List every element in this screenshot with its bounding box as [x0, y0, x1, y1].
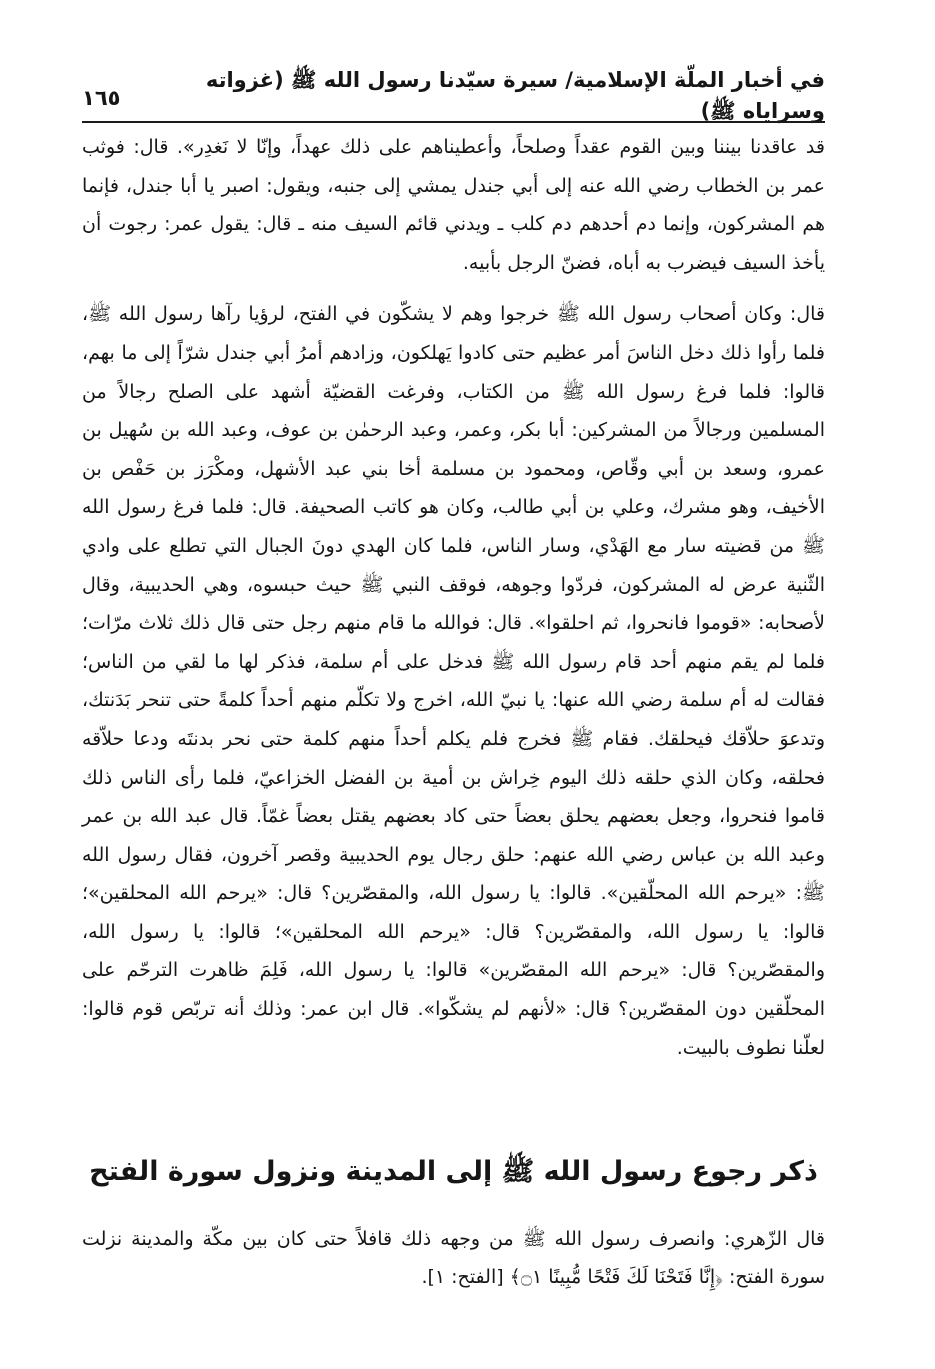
- running-header: [82, 68, 825, 123]
- header-title: في أخبار الملّة الإسلامية/ سيرة سيّدنا رسول الله ﷺ (غزواته وسراياه ﷺ): [205, 68, 825, 123]
- paragraph: قال الزّهري: وانصرف رسول الله ﷺ من وجهه ذلك قافلاً حتى كان بين مكّة والمدينة نزلت سورة الفتح: ﴿إِنَّا فَتَحْنَا لَكَ فَتْحًا مُّبِينًا ۝١﴾ [الفتح: ١].: [82, 1228, 825, 1288]
- header-rule: [82, 121, 825, 123]
- paragraph: قد عاقدنا بيننا وبين القوم عقداً وصلحاً، وأعطيناهم على ذلك عهداً، وإنّا لا نَغدِر». قال: فوثب عمر بن الخطاب رضي الله عنه إلى أبي جندل يمشي إلى جنبه، ويقول: اصبر يا أبا جندل، فإنما هم المشركون، وإنما دم أحدهم دم كلب ـ ويدني قائم السيف منه ـ قال: يقول عمر: رجوت أن يأخذ السيف فيضرب به أباه، فضنّ الرجل بأبيه.: [82, 136, 825, 274]
- main-text: [82, 128, 825, 1067]
- section-heading: ذكر رجوع رسول الله ﷺ إلى المدينة ونزول سورة الفتح: [89, 1156, 818, 1187]
- page-number: ١٦٥: [82, 86, 121, 110]
- paragraph: قال: وكان أصحاب رسول الله ﷺ خرجوا وهم لا يشكّون في الفتح، لرؤيا رآها رسول الله ﷺ، فلما رأوا ذلك دخل الناسَ أمر عظيم حتى كادوا يَهلكون، وزادهم أمرُ أبي جندل شرّاً إلى ما بهم، قالوا: فلما فرغ رسول الله ﷺ من الكتاب، وفرغت القضيّة أشهد على الصلح رجالاً من المسلمين ورجالاً من المشركين: أبا بكر، وعمر، وعبد الرحمٰن بن عوف، وعبد الله بن سُهيل بن عمرو، وسعد بن أبي وقّاص، ومحمود بن مسلمة أخا بني عبد الأشهل، ومكْرَز بن حَفْص بن الأخيف، وهو مشرك، وعلي بن أبي طالب، وكان هو كاتب الصحيفة. قال: فلما فرغ رسول الله ﷺ من قضيته سار مع الهَدْي، وسار الناس، فلما كان الهدي دونَ الجبال التي تطلع على وادي الثّنية عرض له المشركون، فردّوا وجوهه، فوقف النبي ﷺ حيث حبسوه، وهي الحديبية، وقال لأصحابه: «قوموا فانحروا، ثم احلقوا». قال: فوالله ما قام منهم رجل حتى قال ذلك ثلاث مرّات؛ فلما لم يقم منهم أحد قام رسول الله ﷺ فدخل على أم سلمة، فذكر لها ما لقي من الناس؛ فقالت له أم سلمة رضي الله عنها: يا نبيّ الله، اخرج ولا تكلّم منهم أحداً كلمةً حتى تنحر بَدَنتك، وتدعوَ حلاّقك فيحلقك. فقام ﷺ فخرج فلم يكلم أحداً منهم كلمة حتى نحر بدنتَه ودعا حلاّقه فحلقه، وكان الذي حلقه ذلك اليوم خِراش بن أمية بن الفضل الخزاعيّ، فلما رأى الناس ذلك قاموا فنحروا، وجعل بعضهم يحلق بعضاً حتى كاد بعضهم يقتل بعضاً غمّاً. قال عبد الله بن عمر وعبد الله بن عباس رضي الله عنهم: حلق رجال يوم الحديبية وقصر آخرون، فقال رسول الله ﷺ: «يرحم الله المحلّقين». قالوا: يا رسول الله، والمقصّرين؟ قال: «يرحم الله المحلقين»؛ قالوا: يا رسول الله، والمقصّرين؟ قال: «يرحم الله المحلقين»؛ قالوا: يا رسول الله، والمقصّرين؟ قال: «يرحم الله المقصّرين» قالوا: يا رسول الله، فَلِمَ ظاهرت الترحّم على المحلّقين دون المقصّرين؟ قال: «لأنهم لم يشكّوا». قال ابن عمر: وذلك أنه تربّص قوم قالوا: لعلّنا نطوف بالبيت.: [82, 303, 825, 1059]
- section-text: [82, 1220, 825, 1296]
